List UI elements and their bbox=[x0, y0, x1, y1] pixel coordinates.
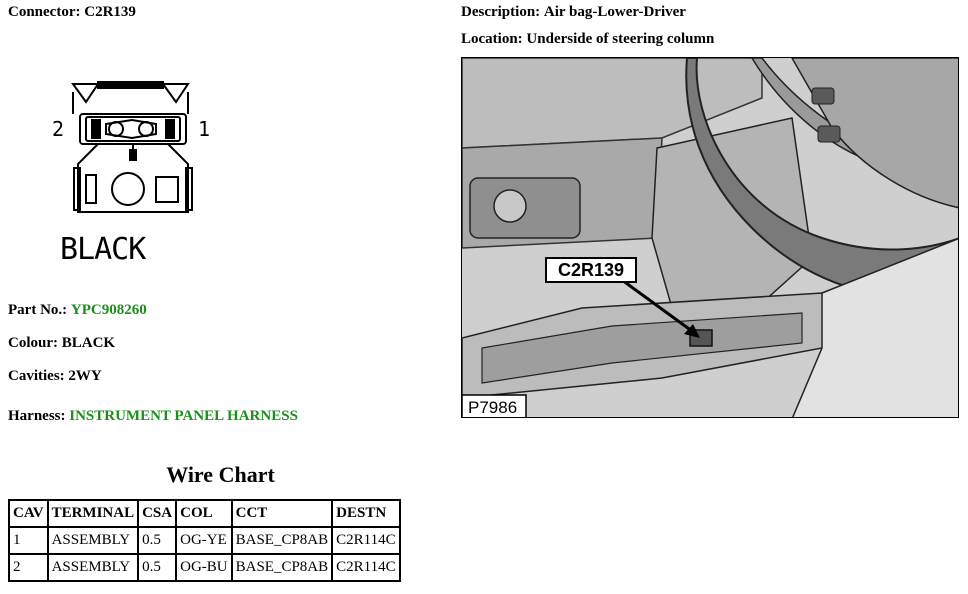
cell-terminal: ASSEMBLY bbox=[48, 554, 139, 581]
cell-destn: C2R114C bbox=[332, 554, 399, 581]
location-illustration bbox=[461, 57, 959, 418]
harness-link[interactable]: INSTRUMENT PANEL HARNESS bbox=[69, 408, 298, 424]
colour-value: BLACK bbox=[61, 335, 116, 351]
connector-value: C2R139 bbox=[84, 4, 136, 20]
cell-csa: 0.5 bbox=[138, 527, 176, 554]
header-destn: DESTN bbox=[332, 500, 399, 527]
colour-line bbox=[8, 335, 115, 352]
cell-terminal: ASSEMBLY bbox=[48, 527, 139, 554]
cell-col: OG-BU bbox=[176, 554, 232, 581]
location-value: Underside of steering column bbox=[526, 31, 715, 47]
cavities-line bbox=[8, 368, 102, 385]
table-header-row bbox=[9, 500, 400, 527]
cell-cav: 2 bbox=[9, 554, 48, 581]
connector-label: Connector: bbox=[8, 4, 81, 20]
table-row bbox=[9, 554, 400, 581]
cell-cct: BASE_CP8AB bbox=[232, 554, 333, 581]
header-csa: CSA bbox=[138, 500, 176, 527]
cell-cct: BASE_CP8AB bbox=[232, 527, 333, 554]
connector-line bbox=[8, 4, 136, 21]
cavities-value: 2WY bbox=[68, 368, 102, 384]
cell-cav: 1 bbox=[9, 527, 48, 554]
cell-destn: C2R114C bbox=[332, 527, 399, 554]
cavities-label: Cavities: bbox=[8, 368, 65, 384]
dashboard-drawing bbox=[462, 58, 959, 418]
part-no-link[interactable]: YPC908260 bbox=[70, 302, 147, 318]
colour-label: Colour: bbox=[8, 335, 58, 351]
harness-line bbox=[8, 408, 298, 425]
description-line bbox=[461, 4, 686, 21]
cell-csa: 0.5 bbox=[138, 554, 176, 581]
part-no-line bbox=[8, 302, 147, 319]
harness-label: Harness: bbox=[8, 408, 66, 424]
connector-colour-label: BLACK bbox=[60, 232, 146, 267]
location-label: Location: bbox=[461, 31, 523, 47]
description-value: Air bag-Lower-Driver bbox=[543, 4, 686, 20]
pin-label-left: 2 bbox=[52, 117, 65, 141]
wire-chart-title: Wire Chart bbox=[166, 462, 275, 487]
pin-label-right: 1 bbox=[198, 117, 211, 141]
header-col: COL bbox=[176, 500, 232, 527]
description-label: Description: bbox=[461, 4, 541, 20]
header-terminal: TERMINAL bbox=[48, 500, 139, 527]
header-cct: CCT bbox=[232, 500, 333, 527]
table-row bbox=[9, 527, 400, 554]
cell-col: OG-YE bbox=[176, 527, 232, 554]
part-no-label: Part No.: bbox=[8, 302, 68, 318]
header-cav: CAV bbox=[9, 500, 48, 527]
reference-label: P7986 bbox=[468, 398, 518, 417]
callout-label: C2R139 bbox=[557, 260, 625, 280]
wire-chart-table bbox=[8, 499, 401, 582]
location-line bbox=[461, 31, 714, 48]
